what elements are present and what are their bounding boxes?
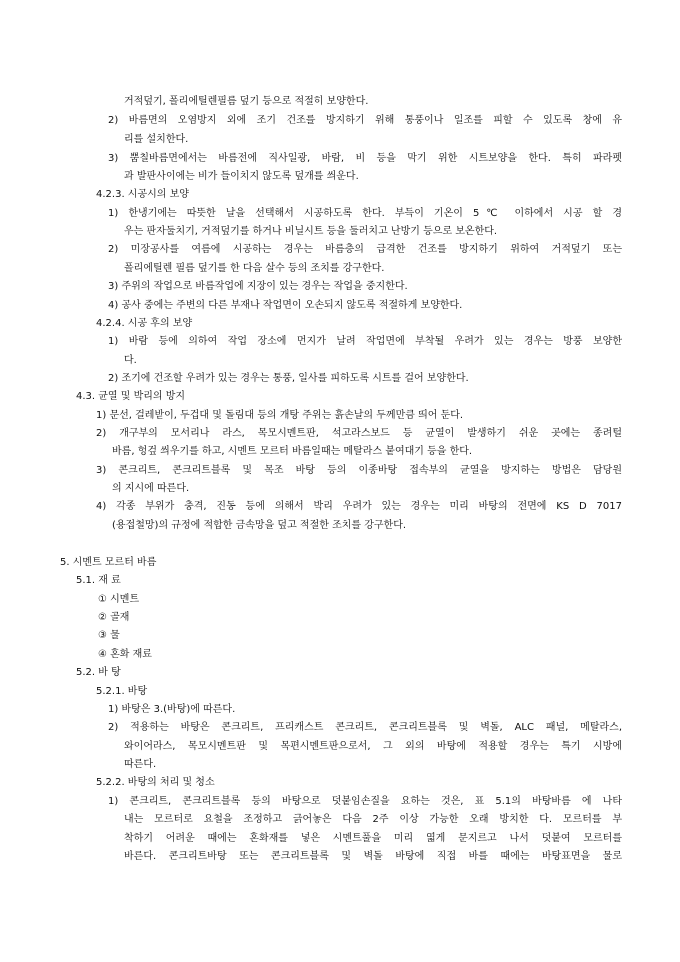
text-line: 3) 주위의 작업으로 바름작업에 지장이 있는 경우는 작업을 중지한다. xyxy=(108,281,408,292)
text-line: 의 지시에 따른다. xyxy=(112,483,190,494)
list-item: ③ 물 xyxy=(98,630,120,641)
list-item: ④ 혼화 재료 xyxy=(98,649,152,660)
text-line: 3) 콘크리트, 콘크리트블록 및 목조 바탕 등의 이종바탕 접속부의 균열을 방지하는 방법은 담당원 xyxy=(96,465,622,476)
text-line: 따른다. xyxy=(124,759,157,770)
text-line: 거적덮기, 폴리에틸렌필름 덮기 등으로 적절히 보양한다. xyxy=(124,96,369,107)
text-line: 4) 각종 부위가 충격, 진동 등에 의해서 박리 우려가 있는 경우는 미리 바탕의 전면에 KS D 7017 xyxy=(96,501,622,512)
list-item: ② 골재 xyxy=(98,612,130,623)
text-line: 리를 설치한다. xyxy=(124,134,189,145)
list-item: ① 시멘트 xyxy=(98,594,140,605)
text-line: 1) 바탕은 3.(바탕)에 따른다. xyxy=(108,704,236,715)
section-heading: 4.3. 균열 및 박리의 방지 xyxy=(76,391,186,402)
text-line: 우는 판자둘치기, 거적덮기를 하거나 비닐시트 등을 둘러치고 난방기 등으로 보온한다. xyxy=(124,226,498,237)
text-line: 2) 개구부의 모서리나 라스, 목모시멘트판, 석고라스보드 등 균열이 발생하기 쉬운 곳에는 종려털 xyxy=(96,428,622,439)
text-line: 과 발판사이에는 비가 들이치지 않도록 덮개를 씌운다. xyxy=(124,171,359,182)
text-line: 2) 바름면의 오염방지 외에 조기 건조를 방지하기 위해 통풍이나 일조를 피할 수 있도록 창에 유 xyxy=(108,115,622,126)
text-line: 1) 한냉기에는 따뜻한 날을 선택해서 시공하도록 한다. 부득이 기온이 5℃ 이하에서 시공 할 경 xyxy=(108,208,622,219)
section-heading: 5.2.1. 바탕 xyxy=(96,686,148,697)
text-line: 1) 문선, 걸레받이, 두겁대 및 돌림대 등의 개탕 주위는 흙손날의 두께만큼 띄어 둔다. xyxy=(96,410,464,421)
section-heading: 5.1. 재 료 xyxy=(76,575,121,586)
text-line: (용접철망)의 규정에 적합한 금속망을 덮고 적절한 조치를 강구한다. xyxy=(112,520,407,531)
text-line: 착하기 어려운 때에는 혼화재를 넣은 시멘트풀을 미리 엷게 문지르고 나서 덧붙여 모르터를 xyxy=(124,833,622,844)
text-line: 2) 미장공사를 여름에 시공하는 경우는 바름층의 급격한 건조를 방지하기 위하여 거적덮기 또는 xyxy=(108,244,622,255)
text-line: 바름, 헝겊 씌우기를 하고, 시멘트 모르터 바름일때는 메탈라스 붙여대기 등을 한다. xyxy=(112,446,473,457)
text-line: 와이어라스, 목모시멘트판 및 목편시멘트판으로서, 그 외의 바탕에 적용할 경우는 특기 시방에 xyxy=(124,741,622,752)
section-heading: 4.2.4. 시공 후의 보양 xyxy=(96,318,193,329)
text-line: 4) 공사 중에는 주변의 다른 부재나 작업면이 오손되지 않도록 적절하게 보양한다. xyxy=(108,300,463,311)
text-line: 다. xyxy=(124,355,137,366)
chapter-heading: 5. 시멘트 모르터 바름 xyxy=(60,557,157,568)
text-line: 3) 뿜칠바름면에서는 바름전에 직사일광, 바람, 비 등을 막기 위한 시트보양을 한다. 특히 파라펫 xyxy=(108,153,622,164)
text-line: 2) 적용하는 바탕은 콘크리트, 프리캐스트 콘크리트, 콘크리트블록 및 벽돌, ALC 패널, 메탈라스, xyxy=(108,722,622,733)
text-line: 내는 모르터로 요철을 조정하고 긁어놓은 다음 2주 이상 가능한 오래 방치한 다. 모르터를 부 xyxy=(124,814,622,825)
text-line: 1) 콘크리트, 콘크리트블록 등의 바탕으로 덧붙임손질을 요하는 것은, 표 5.1의 바탕바름 에 나타 xyxy=(108,796,622,807)
section-heading: 4.2.3. 시공시의 보양 xyxy=(96,189,189,200)
text-line: 1) 바람 등에 의하여 작업 장소에 먼지가 날려 작업면에 부착될 우려가 있는 경우는 방풍 보양한 xyxy=(108,336,622,347)
section-heading: 5.2.2. 바탕의 처리 및 청소 xyxy=(96,777,215,788)
text-line: 폴리에틸렌 필름 덮기를 한 다음 살수 등의 조치를 강구한다. xyxy=(124,263,385,274)
section-heading: 5.2. 바 탕 xyxy=(76,667,121,678)
text-line: 2) 조기에 건조할 우려가 있는 경우는 통풍, 일사를 피하도록 시트를 걸어 보양한다. xyxy=(108,373,469,384)
text-line: 바른다. 콘크리트바탕 또는 콘크리트블록 및 벽돌 바탕에 직접 바를 때에는 바탕표면을 물로 xyxy=(124,851,622,862)
